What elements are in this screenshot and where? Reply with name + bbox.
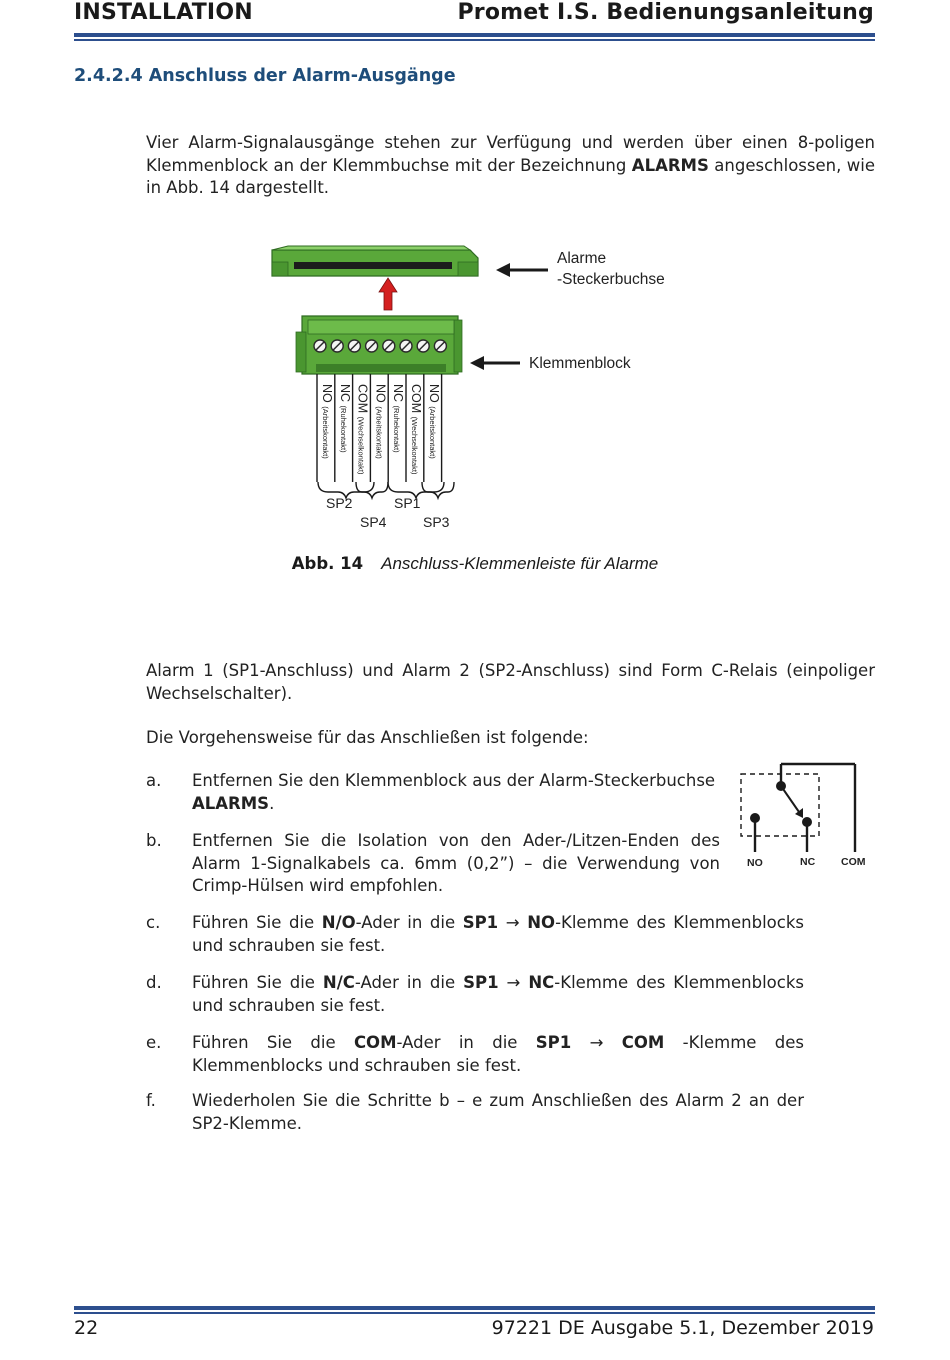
step-e-t1: Führen Sie die	[192, 1033, 354, 1052]
step-a	[146, 770, 726, 816]
step-d-b1: N/C	[322, 973, 355, 992]
step-c-b3: NO	[527, 913, 556, 932]
terminal-label: NO (Arbeitskontakt)	[320, 384, 334, 459]
terminal-label: COM (Wechselkontakt)	[355, 384, 370, 475]
caption-number: Abb. 14	[291, 554, 364, 573]
step-f	[146, 1090, 806, 1136]
arrow-icon: →	[571, 1033, 622, 1052]
header-rule-thin	[74, 39, 875, 41]
step-d-t3: -Klemme des Klemmenblocks und schrauben sie fest.	[192, 973, 804, 1015]
section-title: 2.4.2.4 Anschluss der Alarm-Ausgänge	[74, 66, 456, 86]
step-marker: a.	[146, 771, 162, 790]
step-marker: d.	[146, 973, 162, 992]
step-d-b2: SP1	[463, 973, 499, 992]
relay-schematic	[737, 760, 877, 872]
step-e-t2: -Ader in die	[396, 1033, 536, 1052]
terminal-label: COM (Wechselkontakt)	[409, 384, 423, 475]
figure-caption	[0, 554, 950, 574]
socket-pointer-arrow	[496, 263, 548, 277]
relay-diagram	[737, 760, 877, 872]
intro-text-2: angeschlossen, wie in Abb. 14 dargestellt.	[146, 155, 875, 197]
step-a-text: Entfernen Sie den Klemmenblock aus der Alarm-Steckerbuchse	[192, 771, 716, 790]
intro-bold: ALARMS	[631, 155, 709, 175]
step-a-end: .	[269, 793, 275, 813]
terminal-label: NO (Arbeitskontakt)	[373, 384, 388, 459]
terminal-slots	[316, 364, 446, 372]
step-e	[146, 1032, 806, 1078]
step-c-t1: Führen Sie die	[192, 913, 322, 932]
step-a-bold: ALARMS	[192, 793, 270, 813]
footer-rule	[74, 1306, 875, 1310]
red-up-arrow	[379, 278, 397, 310]
paragraph-procedure: Die Vorgehensweise für das Anschließen ist folgende:	[146, 728, 589, 747]
step-d-t1: Führen Sie die	[192, 973, 323, 992]
step-text	[192, 770, 722, 815]
terminal-labels	[320, 384, 441, 475]
header-right: Promet I.S. Bedienungsanleitung	[457, 0, 874, 25]
step-e-b1: COM	[353, 1033, 397, 1052]
intro-paragraph	[146, 132, 875, 200]
step-marker: f.	[146, 1091, 156, 1110]
alarm-socket	[272, 246, 478, 276]
header-rule	[74, 33, 875, 37]
group-label-sp1: SP1	[394, 495, 421, 511]
step-e-b3: COM	[621, 1033, 665, 1052]
step-text	[192, 972, 804, 1017]
step-marker: e.	[146, 1033, 162, 1052]
step-text	[192, 912, 804, 957]
step-c-b1: N/O	[321, 913, 356, 932]
step-c	[146, 912, 806, 958]
intro-text-1: Vier Alarm-Signalausgänge stehen zur Verfügung und werden über einen 8-poligen Klemmenblock an der Klemmbuchse mit der Bezeichnung	[146, 133, 875, 175]
step-c-b2: SP1	[462, 913, 499, 932]
terminal-label: NC (Ruhekontakt)	[391, 384, 406, 453]
step-c-t2: -Ader in die	[355, 913, 463, 932]
step-c-t3: -Klemme des Klemmenblocks und schrauben sie fest.	[192, 913, 804, 955]
step-b	[146, 830, 726, 900]
caption-text: Anschluss-Klemmenleiste für Alarme	[381, 554, 659, 573]
socket-label-line2: -Steckerbuchse	[557, 271, 665, 288]
alarm-connector-figure	[260, 240, 700, 540]
footer-page-number: 22	[74, 1317, 99, 1339]
socket-label	[557, 248, 665, 290]
step-d-t2: -Ader in die	[354, 973, 464, 992]
step-marker: c.	[146, 913, 161, 932]
relay-label-com: COM	[841, 856, 866, 868]
step-text	[192, 1032, 804, 1077]
footer-rule-thin	[74, 1312, 875, 1314]
block-pointer-arrow	[470, 356, 520, 370]
socket-label-line1: Alarme	[557, 250, 607, 267]
step-d	[146, 972, 806, 1018]
group-label-sp3: SP3	[423, 514, 450, 530]
arrow-icon: →	[498, 973, 529, 992]
block-label: Klemmenblock	[529, 355, 631, 372]
step-d-b3: NC	[528, 973, 555, 992]
step-text: Entfernen Sie die Isolation von den Ader-/Litzen-Enden des Alarm 1-Signalkabels ca. 6mm (0,2”) – die Verwendung von Crimp-Hülsen wird empfohlen.	[192, 831, 720, 895]
group-label-sp2: SP2	[326, 495, 353, 511]
terminal-label: NO (Arbeitskontakt)	[426, 384, 441, 459]
header-left: INSTALLATION	[74, 0, 253, 25]
terminal-label: NC (Ruhekontakt)	[337, 384, 352, 453]
group-label-sp4: SP4	[360, 514, 387, 530]
step-e-b2: SP1	[535, 1033, 572, 1052]
paragraph-relays: Alarm 1 (SP1-Anschluss) und Alarm 2 (SP2-Anschluss) sind Form C-Relais (einpoliger Wechselschalter).	[146, 661, 875, 703]
relay-label-no: NO	[747, 857, 763, 869]
footer-doc-info: 97221 DE Ausgabe 5.1, Dezember 2019	[491, 1317, 874, 1339]
step-e-t3: -Klemme des Klemmenblocks und schrauben sie fest.	[192, 1033, 804, 1075]
step-marker: b.	[146, 831, 162, 850]
arrow-icon: →	[498, 913, 528, 932]
step-text: Wiederholen Sie die Schritte b – e zum Anschließen des Alarm 2 an der SP2-Klemme.	[192, 1091, 804, 1133]
relay-label-nc: NC	[800, 856, 816, 868]
terminal-block	[296, 316, 462, 374]
